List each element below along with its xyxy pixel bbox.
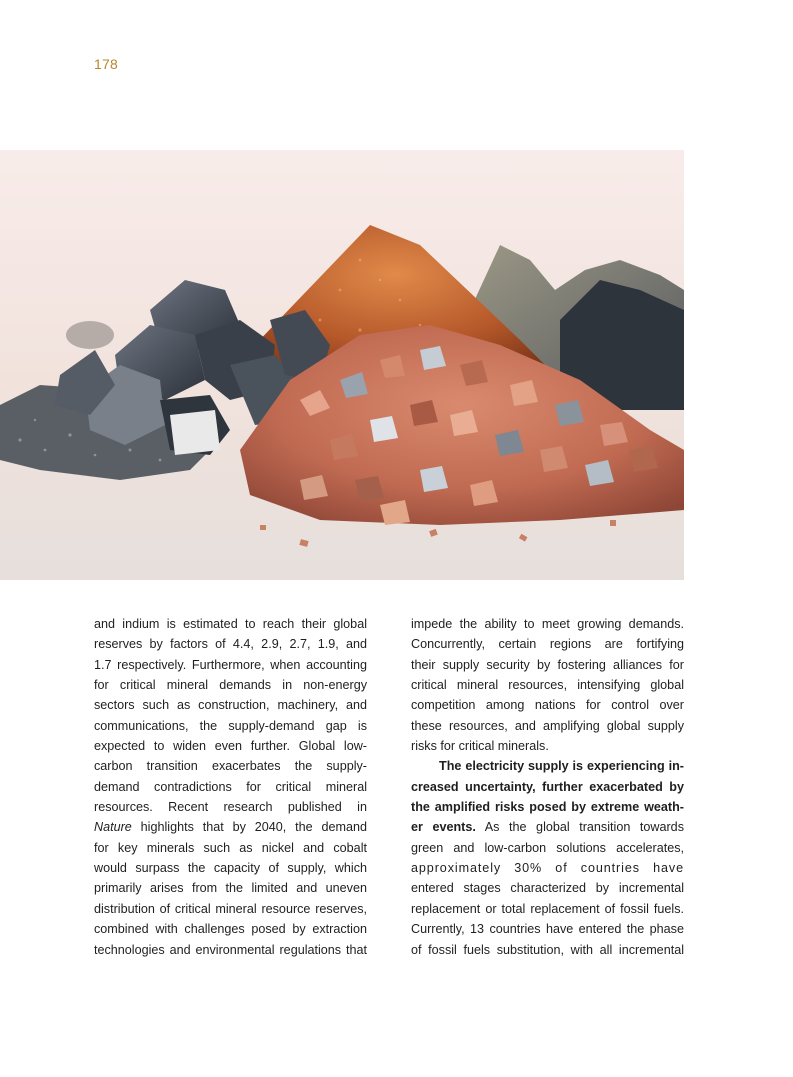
journal-name: Nature [94, 820, 132, 835]
right-line-17: of fossil fuels substitution, with all incremental [411, 942, 684, 957]
left-line-14: primarily arises from the limited and uneven [94, 881, 367, 896]
left-line-17: technologies and environmental regulations that [94, 942, 367, 957]
right-line-5: competition among nations for control over [411, 698, 684, 713]
page-number: 178 [94, 56, 118, 72]
left-line-3: 1.7 respectively. Furthermore, when accounting [94, 657, 367, 672]
right-line-15: replacement or total replacement of fossil fuels. [411, 901, 684, 916]
right-line-3: their supply security by fostering alliances for [411, 657, 684, 672]
left-line-8: carbon transition exacerbates the supply- [94, 759, 367, 774]
left-line-5: sectors such as construction, machinery, and [94, 698, 367, 713]
left-line-15: distribution of critical mineral resource reserves, [94, 901, 367, 916]
left-line-2: reserves by factors of 4.4, 2.9, 2.7, 1.9, and [94, 637, 367, 652]
left-line-12: for key minerals such as nickel and cobalt [94, 840, 367, 855]
left-line-9: demand contradictions for critical mineral [94, 779, 367, 794]
text-column-right [411, 614, 684, 960]
left-line-10: resources. Recent research published in [94, 800, 367, 815]
right-line-16: Currently, 13 countries have entered the phase [411, 922, 684, 937]
right-line-8: The electricity supply is experiencing in- [439, 759, 684, 774]
right-line-14: entered stages characterized by incremental [411, 881, 684, 896]
right-line-12: green and low-carbon solutions accelerates, [411, 840, 684, 855]
right-line-2: Concurrently, certain regions are fortifying [411, 637, 684, 652]
left-line-11 [94, 817, 367, 837]
text-column-left [94, 614, 367, 960]
minerals-illustration [0, 150, 684, 580]
right-line-9: creased uncertainty, further exacerbated by [411, 779, 684, 794]
right-line-4: critical mineral resources, intensifying global [411, 678, 684, 693]
right-line-6: these resources, and amplifying global supply [411, 718, 684, 733]
minerals-photo [0, 150, 684, 580]
left-line-7: expected to widen even further. Global low- [94, 739, 367, 754]
left-line-4: for critical mineral demands in non-energy [94, 678, 367, 693]
left-line-1: and indium is estimated to reach their global [94, 617, 367, 631]
right-line-10: the amplified risks posed by extreme weath- [411, 800, 684, 815]
left-line-13: would surpass the capacity of supply, which [94, 861, 367, 876]
right-line-7: risks for critical minerals. [411, 739, 549, 754]
right-line-11 [411, 817, 684, 837]
right-line-11-bold: er events. [411, 820, 476, 835]
right-line-11-text: As the global transition towards [475, 820, 684, 835]
right-line-1: impede the ability to meet growing demands. [411, 617, 684, 631]
left-line-16: combined with challenges posed by extraction [94, 922, 367, 937]
left-line-11-text: highlights that by 2040, the demand [140, 820, 368, 835]
left-line-6: communications, the supply-demand gap is [94, 718, 367, 733]
right-line-13: approximately 30% of countries have [411, 861, 684, 876]
